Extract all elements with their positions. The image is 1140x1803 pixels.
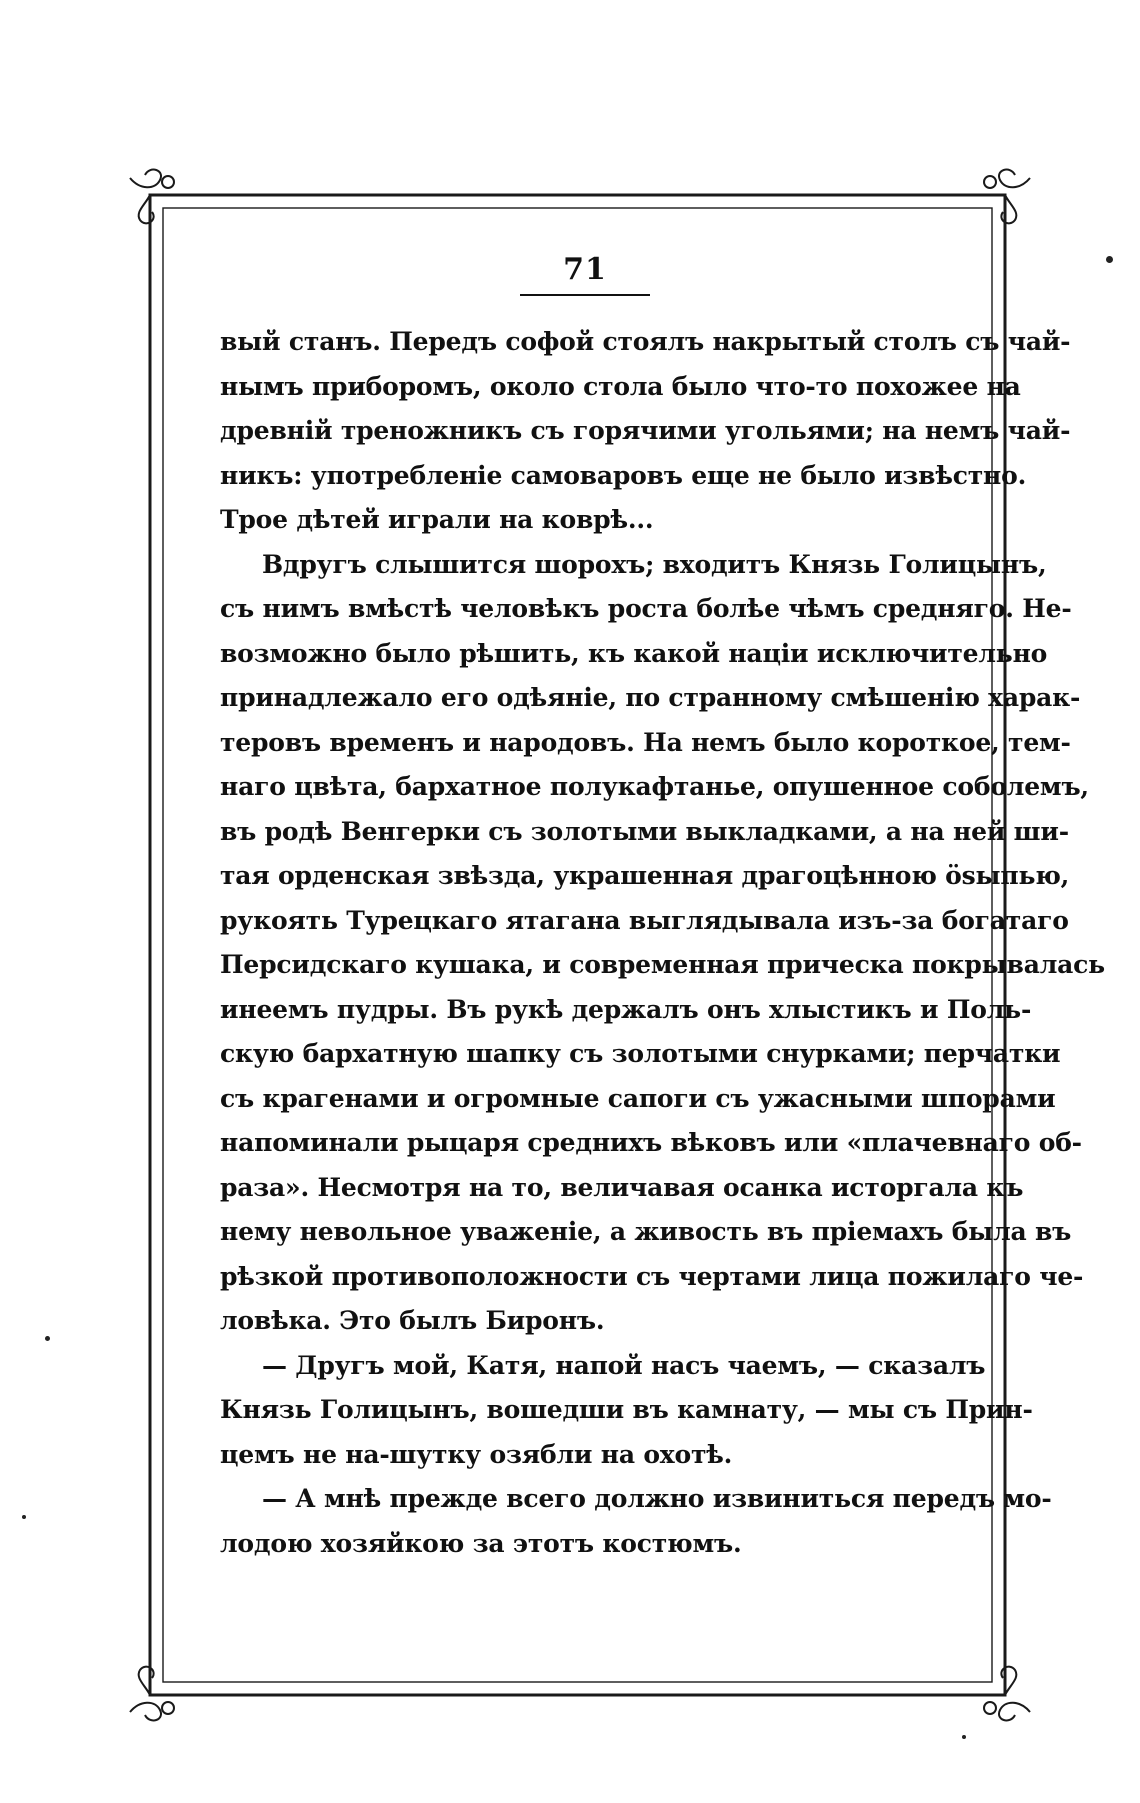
paragraph (220, 543, 1105, 1344)
text-line: ловѣка. Это былъ Биронъ. (220, 1306, 605, 1335)
text-line: вый станъ. Передъ софой стоялъ накрытый столъ съ чай- (220, 327, 1071, 356)
paragraph (220, 1344, 1033, 1478)
page-number-rule (520, 294, 650, 296)
text-line: инеемъ пудры. Въ рукѣ держалъ онъ хлыстикъ и Поль- (220, 994, 1032, 1024)
text-line: никъ: употребленіе самоваровъ еще не было извѣстно. (220, 460, 1027, 490)
text-line: Князь Голицынъ, вошедши въ камнату, — мы съ Прин- (220, 1395, 1033, 1424)
body-text (220, 320, 1105, 1566)
text-line: Трое дѣтей играли на коврѣ... (220, 505, 654, 534)
text-line: — Другъ мой, Катя, напой насъ чаемъ, — сказалъ (262, 1350, 986, 1380)
scan-speck (22, 1515, 26, 1519)
text-line: принадлежало его одѣяніе, по странному смѣшенію харак- (220, 683, 1081, 712)
text-line: рѣзкой противоположности съ чертами лица пожилаго че- (220, 1261, 1084, 1291)
text-line: нымъ приборомъ, около стола было что-то похожее на (220, 371, 1021, 401)
text-line: скую бархатную шапку съ золотыми снурками; перчатки (220, 1039, 1061, 1068)
text-line: теровъ временъ и народовъ. На немъ было короткое, тем- (220, 727, 1071, 757)
text-line: Персидскаго кушака, и современная прическа покрывалась (220, 950, 1105, 979)
text-line: — А мнѣ прежде всего должно извиниться передъ мо- (262, 1484, 1052, 1513)
paragraph (220, 320, 1071, 543)
text-line: раза». Несмотря на то, величавая осанка исторгала къ (220, 1172, 1024, 1202)
text-line: нему невольное уваженіе, а живость въ пріемахъ была въ (220, 1217, 1072, 1246)
text-line: напоминали рыцаря среднихъ вѣковъ или «плачевнаго об- (220, 1128, 1082, 1157)
text-line: въ родѣ Венгерки съ золотыми выкладками, а на ней ши- (220, 816, 1069, 846)
text-line: лодою хозяйкою за этотъ костюмъ. (220, 1528, 742, 1558)
text-line: Вдругъ слышится шорохъ; входитъ Князь Голицынъ, (262, 549, 1047, 579)
text-line: рукоять Турецкаго ятагана выглядывала изъ-за богатаго (220, 905, 1069, 935)
paragraph (220, 1477, 1052, 1566)
scan-speck (1106, 256, 1113, 263)
text-line: возможно было рѣшить, къ какой націи исключительно (220, 638, 1048, 668)
text-line: цемъ не на-шутку озябли на охотѣ. (220, 1439, 733, 1469)
page-number: 71 (563, 252, 607, 287)
text-line: тая орденская звѣзда, украшенная драгоцѣнною ösыпью, (220, 861, 1070, 890)
text-line: древній треножникъ съ горячими угольями; на немъ чай- (220, 416, 1071, 445)
scan-speck (45, 1336, 50, 1341)
scan-speck (962, 1735, 966, 1739)
text-line: съ крагенами и огромные сапоги съ ужасными шпорами (220, 1083, 1056, 1113)
text-line: наго цвѣта, бархатное полукафтанье, опушенное соболемъ, (220, 772, 1089, 801)
text-line: съ нимъ вмѣстѣ человѣкъ роста болѣе чѣмъ средняго. Не- (220, 594, 1072, 623)
